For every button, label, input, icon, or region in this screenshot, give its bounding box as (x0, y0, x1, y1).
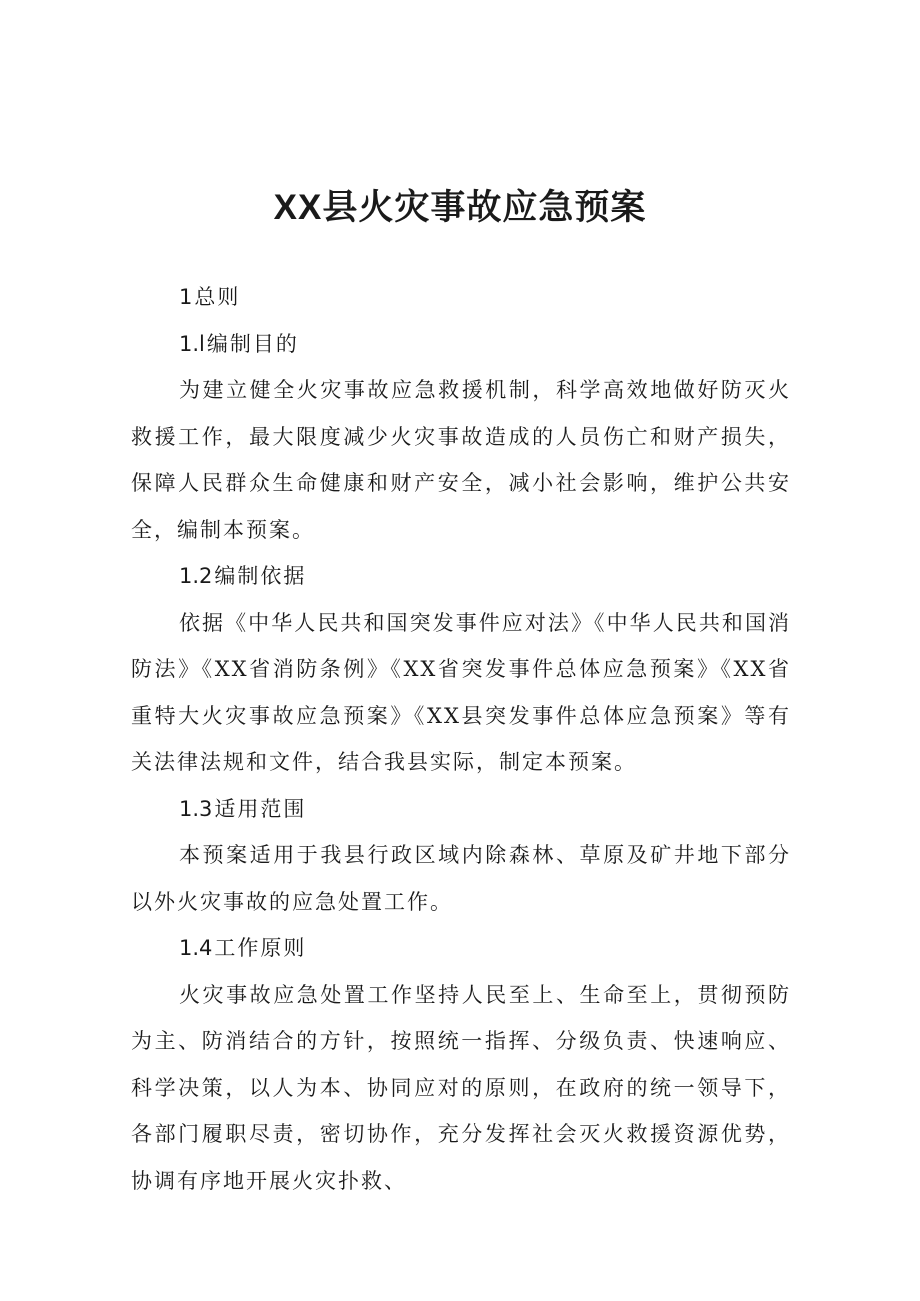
paragraph-principles: 火灾事故应急处置工作坚持人民至上、生命至上，贯彻预防为主、防消结合的方针，按照统一指挥、分级负责、快速响应、科学决策，以人为本、协同应对的原则，在政府的统一领导下，各部门履职尽责，密切协作，充分发挥社会灭火救援资源优势，协调有序地开展火灾扑救、 (131, 982, 791, 1193)
section-heading-1 (131, 274, 791, 321)
section-title: 编制依据 (214, 564, 307, 588)
section-heading-1-4 (131, 925, 791, 972)
section-heading-1-2 (131, 553, 791, 600)
section-heading-1-3 (131, 786, 791, 833)
section-number: 1.3 (179, 796, 213, 821)
section-heading-1-1 (131, 321, 791, 368)
section-number: 1.4 (179, 936, 213, 960)
paragraph-purpose: 为建立健全火灾事故应急救援机制，科学高效地做好防灭火救援工作，最大限度减少火灾事故造成的人员伤亡和财产损失，保障人民群众生命健康和财产安全，减小社会影响，维护公共安全，编制本预案。 (131, 378, 791, 542)
section-number: 1 (179, 285, 193, 309)
section-title: 适用范围 (214, 796, 307, 821)
section-number: 1.l (179, 331, 205, 356)
document-title: XX县火灾事故应急预案 (273, 188, 647, 227)
section-title: 工作原则 (214, 936, 307, 960)
section-title: 编制目的 (206, 331, 299, 356)
document-body (131, 274, 791, 1204)
paragraph-scope: 本预案适用于我县行政区域内除森林、草原及矿井地下部分以外火灾事故的应急处置工作。 (131, 843, 791, 914)
paragraph-basis: 依据《中华人民共和国突发事件应对法》《中华人民共和国消防法》《XX省消防条例》《XX省突发事件总体应急预案》《XX省重特大火灾事故应急预案》《XX县突发事件总体应急预案》等有关法律法规和文件，结合我县实际，制定本预案。 (131, 610, 791, 774)
section-title: 总则 (194, 285, 241, 309)
section-number: 1.2 (179, 564, 213, 588)
